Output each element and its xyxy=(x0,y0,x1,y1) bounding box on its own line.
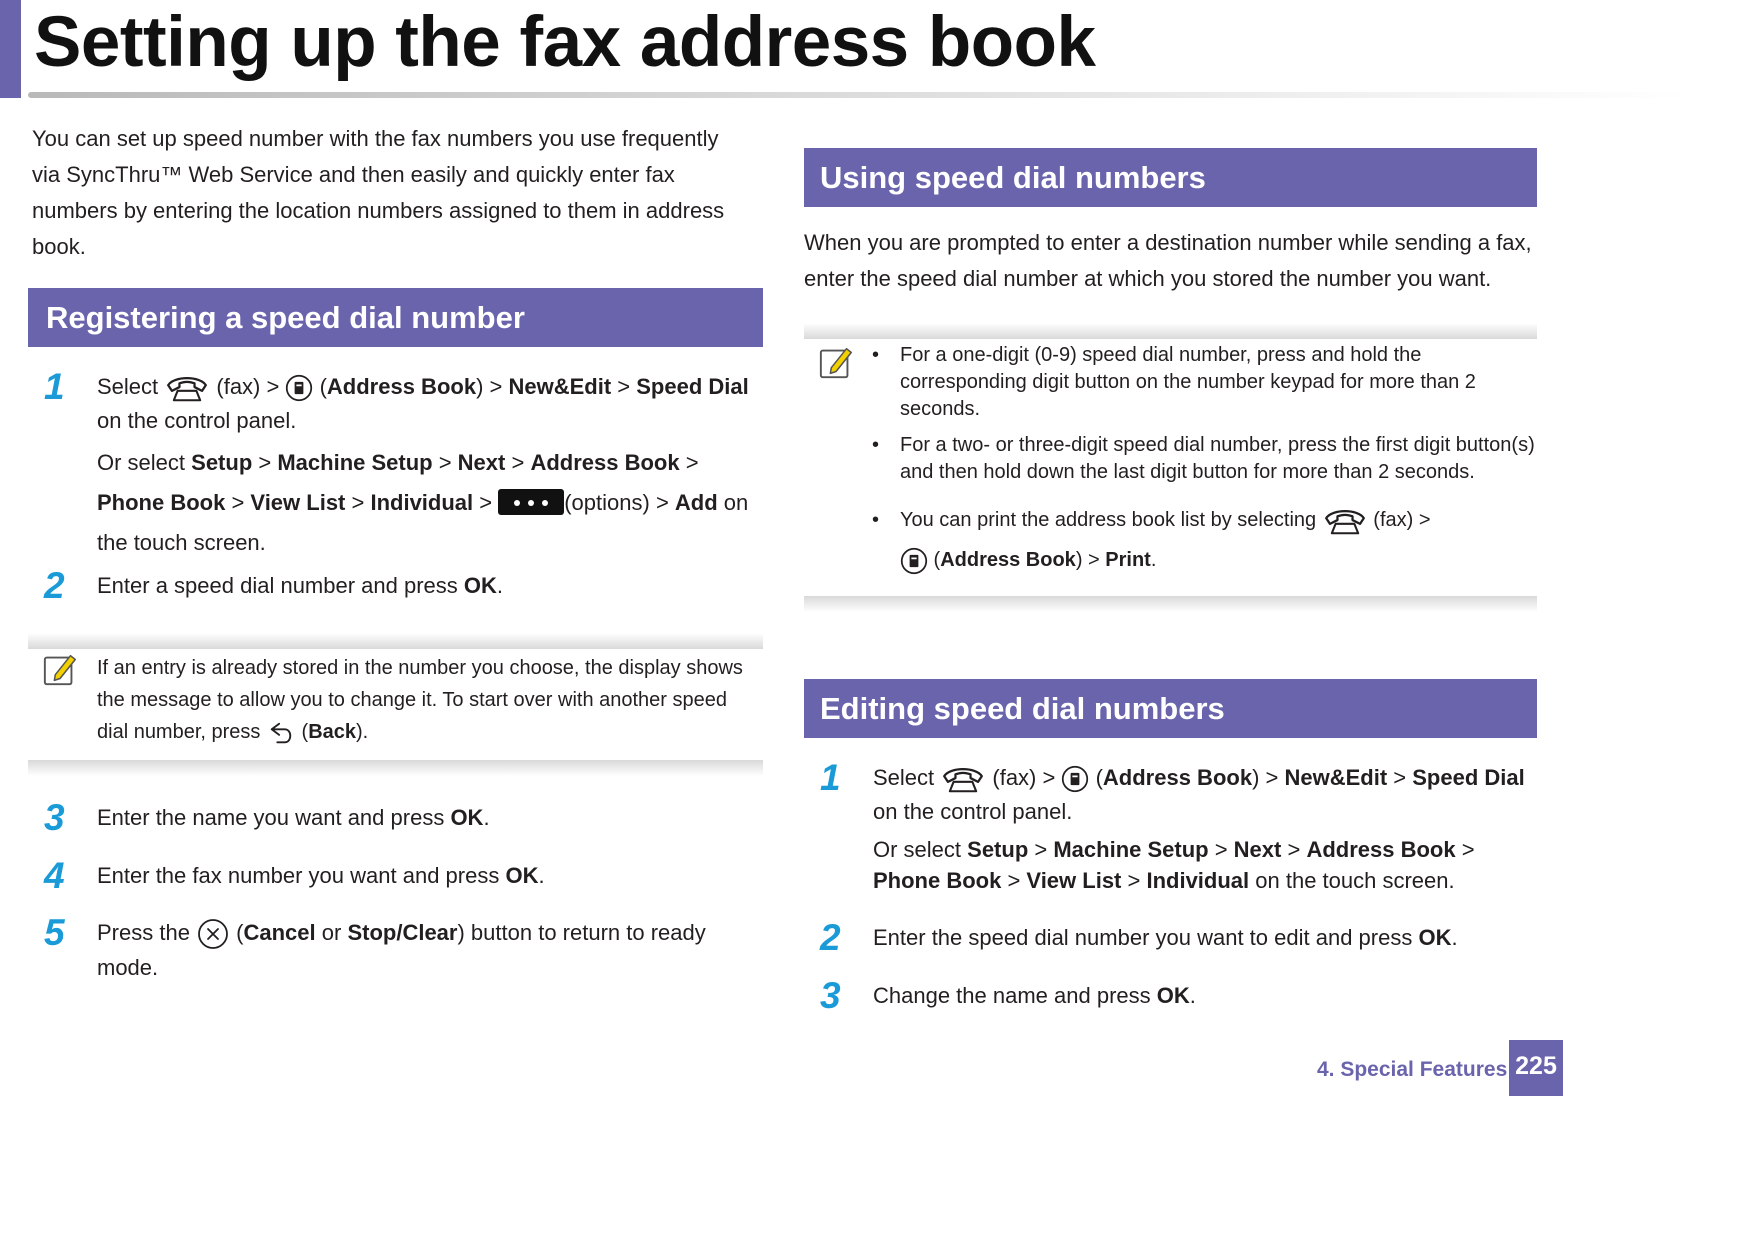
section-heading-using: Using speed dial numbers xyxy=(804,148,1537,207)
options-icon xyxy=(498,489,564,515)
address-book-icon xyxy=(1061,765,1089,793)
step-number: 1 xyxy=(44,366,65,407)
page-title: Setting up the fax address book xyxy=(34,3,1096,82)
list-item: • You can print the address book list by selecting (fax) > (Address Book) > Print. xyxy=(872,500,1537,580)
fax-icon xyxy=(940,763,986,795)
step-text: Select (fax) > (Address Book) > New&Edit > Speed Dial on the control panel. xyxy=(97,374,749,434)
note-top-rule xyxy=(28,633,763,649)
note-text: If an entry is already stored in the number you choose, the display shows the message to allow you to change it. To start over with another speed dial number, press (Back). xyxy=(97,652,762,748)
note-top-rule xyxy=(804,323,1537,339)
step-text: Press the (Cancel or Stop/Clear) button to return to ready mode. xyxy=(97,916,757,984)
note-pencil-icon xyxy=(818,343,856,381)
step-alt-text: Or select Setup > Machine Setup > Next > Address Book > Phone Book > View List > Individual > (options) > Add on the touch screen. xyxy=(97,450,749,555)
note-bottom-rule xyxy=(804,596,1537,612)
header-accent-bar xyxy=(0,0,21,98)
step-number: 3 xyxy=(820,975,841,1016)
step-text: Enter the name you want and press OK. xyxy=(97,805,490,830)
step-text: Select (fax) > (Address Book) > New&Edit > Speed Dial on the control panel. xyxy=(873,765,1525,825)
footer-chapter: 4. Special Features xyxy=(1317,1058,1508,1081)
step-alt-text: Or select Setup > Machine Setup > Next > Address Book > Phone Book > View List > Individual on the touch screen. xyxy=(873,837,1475,893)
note-list xyxy=(872,342,1537,580)
list-item: • For a one-digit (0-9) speed dial number, press and hold the corresponding digit button on the number keypad for more than 2 seconds. xyxy=(872,344,1476,420)
step-number: 2 xyxy=(820,917,841,958)
step-number: 5 xyxy=(44,912,65,953)
step-number: 3 xyxy=(44,797,65,838)
section-heading-editing: Editing speed dial numbers xyxy=(804,679,1537,738)
fax-icon xyxy=(164,372,210,404)
step-text: Enter a speed dial number and press OK. xyxy=(97,573,504,598)
intro-paragraph: You can set up speed number with the fax numbers you use frequently via SyncThru™ Web Service and then easily and quickly enter fax numbers by entering the location numbers assigned to them in address book. xyxy=(32,126,725,259)
fax-icon xyxy=(1322,505,1368,537)
section-heading-register: Registering a speed dial number xyxy=(28,288,763,347)
note-pencil-icon xyxy=(42,650,80,688)
address-book-icon xyxy=(285,374,313,402)
using-paragraph: When you are prompted to enter a destination number while sending a fax, enter the speed dial number at which you stored the number you want. xyxy=(804,230,1532,291)
cancel-icon xyxy=(196,917,230,951)
address-book-icon xyxy=(900,547,928,575)
step-text: Enter the speed dial number you want to edit and press OK. xyxy=(873,925,1458,950)
title-divider xyxy=(28,92,1688,98)
back-icon xyxy=(266,720,296,746)
step-text: Change the name and press OK. xyxy=(873,983,1196,1008)
step-text: Enter the fax number you want and press OK. xyxy=(97,863,545,888)
step-number: 1 xyxy=(820,757,841,798)
step-number: 2 xyxy=(44,565,65,606)
note-bottom-rule xyxy=(28,760,763,776)
step-number: 4 xyxy=(44,855,65,896)
list-item: • For a two- or three-digit speed dial number, press the first digit button(s) and then hold down the last digit button for more than 2 seconds. xyxy=(872,434,1535,483)
page-number: 225 xyxy=(1509,1040,1563,1096)
